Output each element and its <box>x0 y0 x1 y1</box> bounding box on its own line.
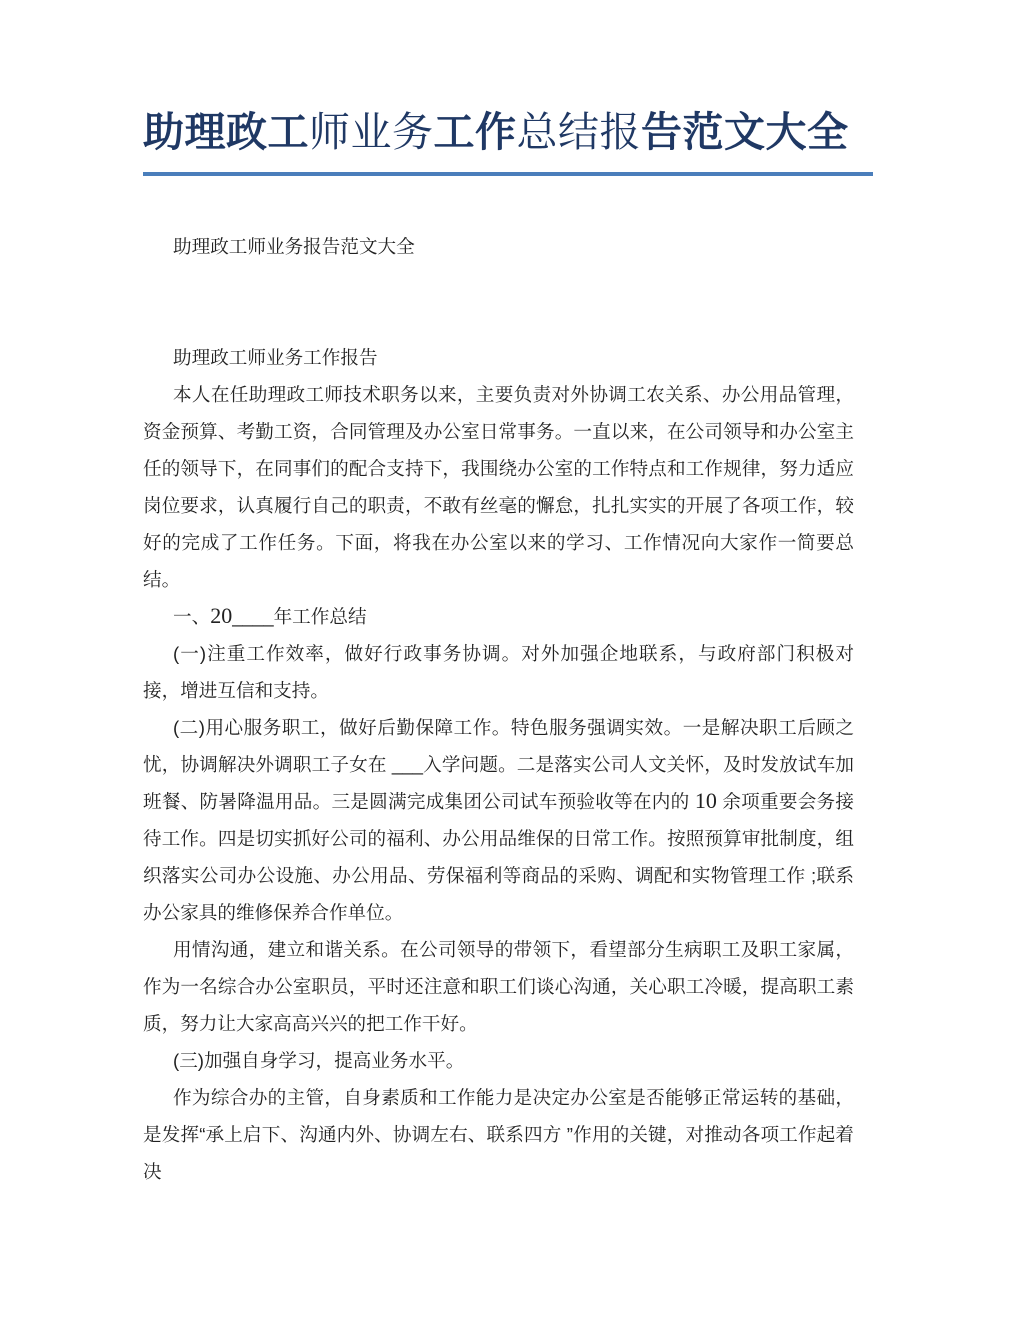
title-underline-rule <box>143 172 873 176</box>
paragraph <box>143 709 854 931</box>
paragraph <box>143 1079 854 1190</box>
text-run: 作为综合办的主管，自身素质和工作能力是决定办公室是否能够正常运转的基础，是发挥“承上启下、沟通内外、协调左右、联系四方 ”作用的关键，对推动各项工作起着决 <box>143 1087 854 1182</box>
text-run: 助理政工师业务报告范文大全 <box>173 236 415 257</box>
text-run: (二)用心服务职工，做好后勤保障工作。特色服务强调实效。一是解决职工后顾之忧，协调解决外调职工子女在 ___入学问题。二是落实公司人文关怀，及时发放试车加班餐、防暑降温用品。三是圆满完成集团公司试车预验收等在内的 <box>143 717 854 812</box>
text-run: 助理政工师业务工作报告 <box>173 347 378 368</box>
text-run: 总结报 <box>516 109 641 155</box>
text-run: 年工作总结 <box>273 606 367 627</box>
document-content <box>143 0 880 1190</box>
text-run: 师业务 <box>309 109 434 155</box>
list-heading <box>143 598 854 635</box>
text-run: (一)注重工作效率，做好行政事务协调。对外加强企地联系，与政府部门积极对接，增进互信和支持。 <box>143 643 854 701</box>
document-body <box>143 228 854 1190</box>
text-run: 余项重要会务接待工作。四是切实抓好公司的福利、办公用品维保的日常工作。按照预算审批制度，组织落实公司办公设施、办公用品、劳保福利等商品的采购、调配和实物管理工作 ;联系办公家具的维修保养合作单位。 <box>143 791 855 923</box>
text-run: 10 <box>694 788 717 813</box>
text-run: (三)加强自身学习，提高业务水平。 <box>173 1050 465 1071</box>
paragraph <box>143 1042 854 1079</box>
paragraph <box>143 635 854 709</box>
paragraph <box>143 376 854 598</box>
text-run: 工作 <box>433 109 517 155</box>
section-heading <box>143 339 854 376</box>
text-run: 告范文大全 <box>641 109 849 155</box>
text-run: 20 <box>210 603 233 628</box>
text-run: 一、 <box>173 606 211 627</box>
text-run: 助理政工 <box>143 109 309 155</box>
text-run: 用情沟通，建立和谐关系。在公司领导的带领下，看望部分生病职工及职工家属，作为一名综合办公室职员，平时还注意和职工们谈心沟通，关心职工冷暖，提高职工素质，努力让大家高高兴兴的把工作干好。 <box>143 939 854 1034</box>
text-run: 本人在任助理政工师技术职务以来，主要负责对外协调工农关系、办公用品管理，资金预算、考勤工资，合同管理及办公室日常事务。一直以来，在公司领导和办公室主任的领导下，在同事们的配合支持下，我围绕办公室的工作特点和工作规律，努力适应岗位要求，认真履行自己的职责，不敢有丝毫的懈怠，扎扎实实的开展了各项工作，较好的完成了工作任务。下面，将我在办公室以来的学习、工作情况向大家作一简要总结。 <box>143 384 854 590</box>
paragraph <box>143 931 854 1042</box>
page-title <box>143 94 873 170</box>
subtitle <box>143 228 854 265</box>
text-run: ____ <box>232 606 274 627</box>
